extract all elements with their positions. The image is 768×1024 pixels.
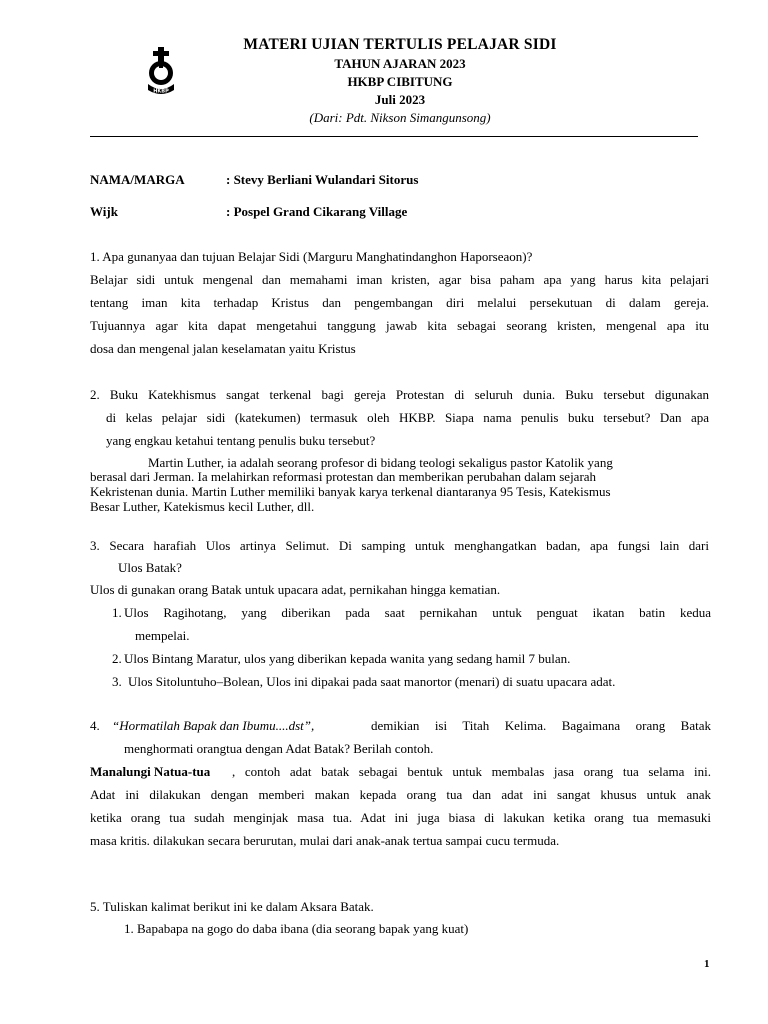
answer-1-line: tentang iman kita terhadap Kristus dan pengembangan diri melalui persekutuan di dalam gereja. xyxy=(90,295,709,310)
document-source: (Dari: Pdt. Nikson Simangunsong) xyxy=(309,110,491,125)
church-name: HKBP CIBITUNG xyxy=(347,74,453,89)
answer-4-line: masa kritis. dilakukan secara berurutan, mulai dari anak-anak tertua sampai cucu termuda. xyxy=(90,833,560,848)
question-4-number: 4. xyxy=(90,718,100,733)
name-value: : Stevy Berliani Wulandari Sitorus xyxy=(226,172,419,187)
document-title: MATERI UJIAN TERTULIS PELAJAR SIDI xyxy=(243,36,557,53)
question-5: 5. Tuliskan kalimat berikut ini ke dalam Aksara Batak. xyxy=(90,899,374,914)
answer-4-line: Adat ini dilakukan dengan memberi makan kepada orang tua dan adat ini sangat khusus untuk anak xyxy=(90,787,711,802)
answer-2-line: berasal dari Jerman. Ia melahirkan reformasi protestan dan memberikan perubahan dalam sejarah xyxy=(90,469,597,484)
answer-2-line: Besar Luther, Katekismus kecil Luther, dll. xyxy=(90,499,315,514)
answer-1-line: Belajar sidi untuk mengenal dan memahami iman kristen, agar bisa paham apa yang harus kita pelajari xyxy=(90,272,709,287)
question-4-quote: “Hormatilah Bapak dan Ibumu....dst”, xyxy=(112,718,315,733)
ulos-item: Ulos Sitoluntuho–Bolean, Ulos ini dipakai pada saat manortor (menari) di suatu upacara adat. xyxy=(128,674,616,689)
question-2-line: di kelas pelajar sidi (katekumen) termasuk oleh HKBP. Siapa nama penulis buku tersebut? Dan apa xyxy=(106,410,709,425)
wijk-value: : Pospel Grand Cikarang Village xyxy=(226,204,408,219)
question-1: 1. Apa gunanyaa dan tujuan Belajar Sidi (Marguru Manghatindanghon Haporseaon)? xyxy=(90,249,533,264)
ulos-item: Ulos Ragihotang, yang diberikan pada saat pernikahan untuk penguat ikatan batin kedua xyxy=(124,605,711,620)
question-4-text: demikian isi Titah Kelima. Bagaimana orang Batak xyxy=(371,718,711,733)
page-number: 1 xyxy=(704,958,710,970)
answer-1-line: Tujuannya agar kita dapat mengetahui tanggung jawab kita sebagai seorang kristen, mengenal apa itu xyxy=(90,318,709,333)
answer-2-line: Kekristenan dunia. Martin Luther memiliki banyak karya terkenal diantaranya 95 Tesis, Katekismus xyxy=(90,484,611,499)
question-2-line: 2. Buku Katekhismus sangat terkenal bagi gereja Protestan di seluruh dunia. Buku tersebut digunakan xyxy=(90,387,709,402)
ulos-item: Ulos Bintang Maratur, ulos yang diberikan kepada wanita yang sedang hamil 7 bulan. xyxy=(124,651,571,666)
document-month: Juli 2023 xyxy=(374,92,426,107)
ulos-item-number: 1. xyxy=(112,605,122,620)
question-2-line: yang engkau ketahui tentang penulis buku tersebut? xyxy=(106,433,376,448)
answer-4-line: , contoh adat batak sebagai bentuk untuk membalas jasa orang tua selama ini. xyxy=(232,764,711,779)
question-3-line: Ulos Batak? xyxy=(118,560,182,575)
answer-4-term: Manalungi Natua-tua xyxy=(90,764,211,779)
name-label: NAMA/MARGA xyxy=(90,172,185,187)
answer-3-intro: Ulos di gunakan orang Batak untuk upacara adat, pernikahan hingga kematian. xyxy=(90,582,501,597)
header-divider xyxy=(90,136,698,137)
question-5-item: 1. Bapabapa na gogo do daba ibana (dia seorang bapak yang kuat) xyxy=(124,921,469,936)
svg-text:HKBP: HKBP xyxy=(153,88,169,95)
question-3-line: 3. Secara harafiah Ulos artinya Selimut. Di samping untuk menghangatkan badan, apa fungsi lain dari xyxy=(90,538,709,553)
question-4-text: menghormati orangtua dengan Adat Batak? Berilah contoh. xyxy=(124,741,434,756)
answer-1-line: dosa dan mengenal jalan keselamatan yaitu Kristus xyxy=(90,341,356,356)
ulos-item-continued: mempelai. xyxy=(135,628,190,643)
ulos-item-number: 2. xyxy=(112,651,122,666)
wijk-label: Wijk xyxy=(90,204,118,219)
ulos-item-number: 3. xyxy=(112,674,122,689)
answer-2-line: Martin Luther, ia adalah seorang profesor di bidang teologi sekaligus pastor Katolik yang xyxy=(148,455,613,470)
academic-year: TAHUN AJARAN 2023 xyxy=(334,56,466,71)
answer-4-line: ketika orang tua sudah menginjak masa tua. Adat ini juga biasa di lakukan ketika orang tua memasuki xyxy=(90,810,711,825)
